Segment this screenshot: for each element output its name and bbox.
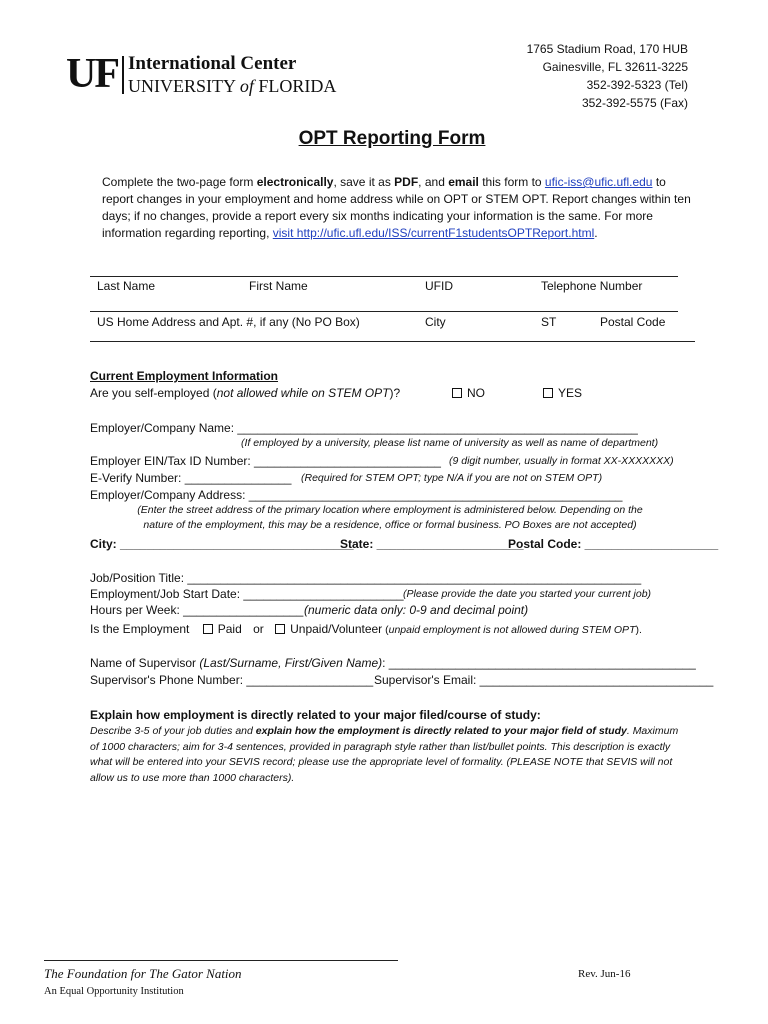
form-title: OPT Reporting Form: [298, 128, 486, 149]
phone-line: 352-392-5323 (Tel): [586, 78, 688, 92]
home-address-label: US Home Address and Apt. #, if any (No PO Box): [97, 315, 360, 329]
first-name-label: First Name: [249, 279, 308, 293]
last-name-label: Last Name: [97, 279, 156, 293]
footer-tagline: The Foundation for The Gator Nation: [44, 966, 242, 981]
start-date-field[interactable]: Employment/Job Start Date: ________________________: [90, 587, 404, 601]
paid-label: Paid: [217, 622, 242, 636]
job-title-field[interactable]: Job/Position Title: ____________________________________________________________________: [90, 571, 642, 585]
ein-note: (9 digit number, usually in format XX-XXXXXXX): [449, 455, 674, 467]
revision-date: Rev. Jun-16: [578, 968, 631, 980]
telephone-label: Telephone Number: [541, 279, 643, 293]
logo-divider: [122, 56, 124, 94]
self-employed-yes-option[interactable]: YES: [543, 386, 582, 400]
university-name: UNIVERSITY of FLORIDA: [128, 76, 337, 96]
contact-address: [527, 40, 688, 112]
supervisor-name-field[interactable]: Name of Supervisor (Last/Surname, First/Given Name): ______________________________________________: [90, 656, 696, 670]
employment-type-row: Is the Employment Paid or Unpaid/Volunteer (unpaid employment is not allowed during STEM OPT).: [90, 622, 642, 636]
hours-field[interactable]: Hours per Week: __________________: [90, 603, 304, 617]
ein-field[interactable]: Employer EIN/Tax ID Number: ____________________________: [90, 454, 441, 468]
uf-logo-mark: UF: [66, 51, 118, 97]
or-label: or: [253, 622, 264, 636]
postal-code-label: Postal Code: [600, 315, 666, 329]
address-note-line1: (Enter the street address of the primary location where employment is administered below. Depending on the: [137, 504, 643, 516]
paid-checkbox[interactable]: [203, 624, 213, 634]
supervisor-email-field[interactable]: Supervisor's Email: ___________________________________: [374, 673, 714, 687]
org-name: International Center: [128, 53, 297, 74]
reporting-info-link[interactable]: visit http://ufic.ufl.edu/ISS/currentF1studentsOPTReport.html: [272, 226, 595, 240]
address-note-line2: nature of the employment, this may be a residence, office or formal business. PO Boxes are not accepted): [143, 519, 637, 531]
divider: [90, 276, 678, 277]
employment-heading: Current Employment Information: [90, 369, 279, 383]
employer-name-note: (If employed by a university, please list name of university as well as name of department): [241, 437, 659, 449]
address-line: 1765 Stadium Road, 170 HUB: [526, 42, 688, 56]
employment-type-label: Is the Employment: [90, 622, 190, 636]
fax-line: 352-392-5575 (Fax): [581, 96, 688, 110]
unpaid-checkbox[interactable]: [275, 624, 285, 634]
self-employed-question: Are you self-employed (not allowed while on STEM OPT)?: [90, 386, 401, 400]
divider: [90, 311, 678, 312]
intro-paragraph: Complete the two-page form electronically, save it as PDF, and email this form to ufic-iss@ufic.ufl.edu to report changes in your employment and home address while on OPT or STEM OPT. Report changes within ten days; if no changes, provide a report every six months indicating your information is the same. For more information regarding reporting, visit http://ufic.ufl.edu/ISS/currentF1studentsOPTReport.html.: [102, 175, 691, 240]
everify-note: (Required for STEM OPT; type N/A if you are not on STEM OPT): [301, 472, 603, 484]
self-employed-no-option[interactable]: NO: [452, 386, 485, 400]
supervisor-phone-field[interactable]: Supervisor's Phone Number: ___________________: [90, 673, 374, 687]
hours-note: (numeric data only: 0-9 and decimal point): [304, 603, 529, 617]
footer-rule: [44, 960, 398, 961]
ufid-label: UFID: [425, 279, 453, 293]
employer-state-field[interactable]: State: ______________________: [340, 537, 524, 551]
employer-postal-field[interactable]: Postal Code: ____________________: [508, 537, 719, 551]
start-date-note: (Please provide the date you started your current job): [403, 588, 652, 600]
divider: [90, 341, 695, 342]
city-label: City: [425, 315, 446, 329]
explain-instructions: Describe 3-5 of your job duties and explain how the employment is directly related to your major field of study. Maximum of 1000 characters; aim for 3-4 sentences, provided in paragraph style rather than list/bullet points. This description is exactly what will be entered into your SEVIS record; please use the appropriate level of formality. (PLEASE NOTE that SEVIS will not allow us to use more than 1000 characters).: [90, 725, 679, 784]
explain-heading: Explain how employment is directly related to your major filed/course of study:: [90, 708, 541, 722]
unpaid-label: Unpaid/Volunteer: [290, 622, 383, 636]
employer-name-field[interactable]: Employer/Company Name: ____________________________________________________________: [90, 421, 638, 435]
address-line: Gainesville, FL 32611-3225: [542, 60, 688, 74]
email-link[interactable]: ufic-iss@ufic.ufl.edu: [544, 175, 653, 189]
state-label: ST: [541, 315, 557, 329]
everify-field[interactable]: E-Verify Number: ________________: [90, 471, 292, 485]
footer-equal-opportunity: An Equal Opportunity Institution: [44, 986, 184, 997]
employer-address-field[interactable]: Employer/Company Address: ________________________________________________________: [90, 488, 623, 502]
no-checkbox[interactable]: [452, 388, 462, 398]
yes-checkbox[interactable]: [543, 388, 553, 398]
employer-city-field[interactable]: City: ___________________________________: [90, 537, 354, 551]
